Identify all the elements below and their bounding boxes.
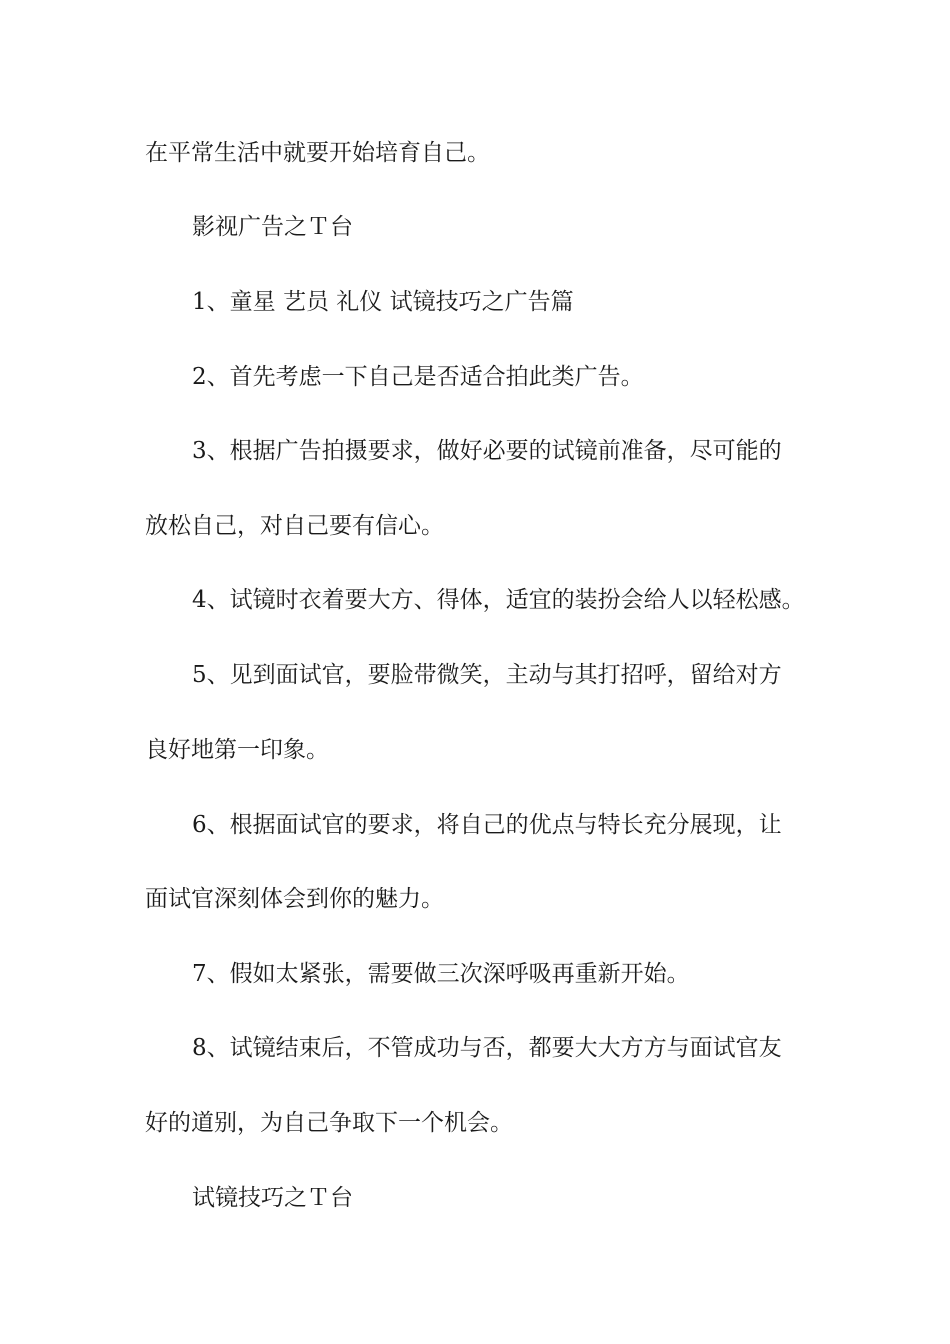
list-item-6: 6、根据面试官的要求，将自己的优点与特长充分展现，让	[192, 812, 782, 838]
list-item-5-continuation: 良好地第一印象。	[145, 737, 329, 763]
list-item-8: 8、试镜结束后，不管成功与否，都要大大方方与面试官友	[192, 1035, 782, 1061]
list-item-2: 2、首先考虑一下自己是否适合拍此类广告。	[192, 364, 644, 390]
section-heading-ad: 影视广告之Ｔ台	[192, 214, 353, 240]
paragraph-continuation: 在平常生活中就要开始培育自己。	[145, 140, 490, 166]
list-item-4: 4、试镜时衣着要大方、得体，适宜的装扮会给人以轻松感。	[192, 587, 805, 613]
list-item-8-continuation: 好的道别，为自己争取下一个机会。	[145, 1110, 513, 1136]
section-heading-runway: 试镜技巧之Ｔ台	[192, 1185, 353, 1211]
list-item-5: 5、见到面试官，要脸带微笑，主动与其打招呼，留给对方	[192, 662, 782, 688]
list-item-7: 7、假如太紧张，需要做三次深呼吸再重新开始。	[192, 961, 690, 987]
list-item-6-continuation: 面试官深刻体会到你的魅力。	[145, 886, 444, 912]
list-item-3-continuation: 放松自己，对自己要有信心。	[145, 513, 444, 539]
list-item-1: 1、童星 艺员 礼仪 试镜技巧之广告篇	[192, 289, 574, 315]
list-item-3: 3、根据广告拍摄要求，做好必要的试镜前准备，尽可能的	[192, 438, 782, 464]
